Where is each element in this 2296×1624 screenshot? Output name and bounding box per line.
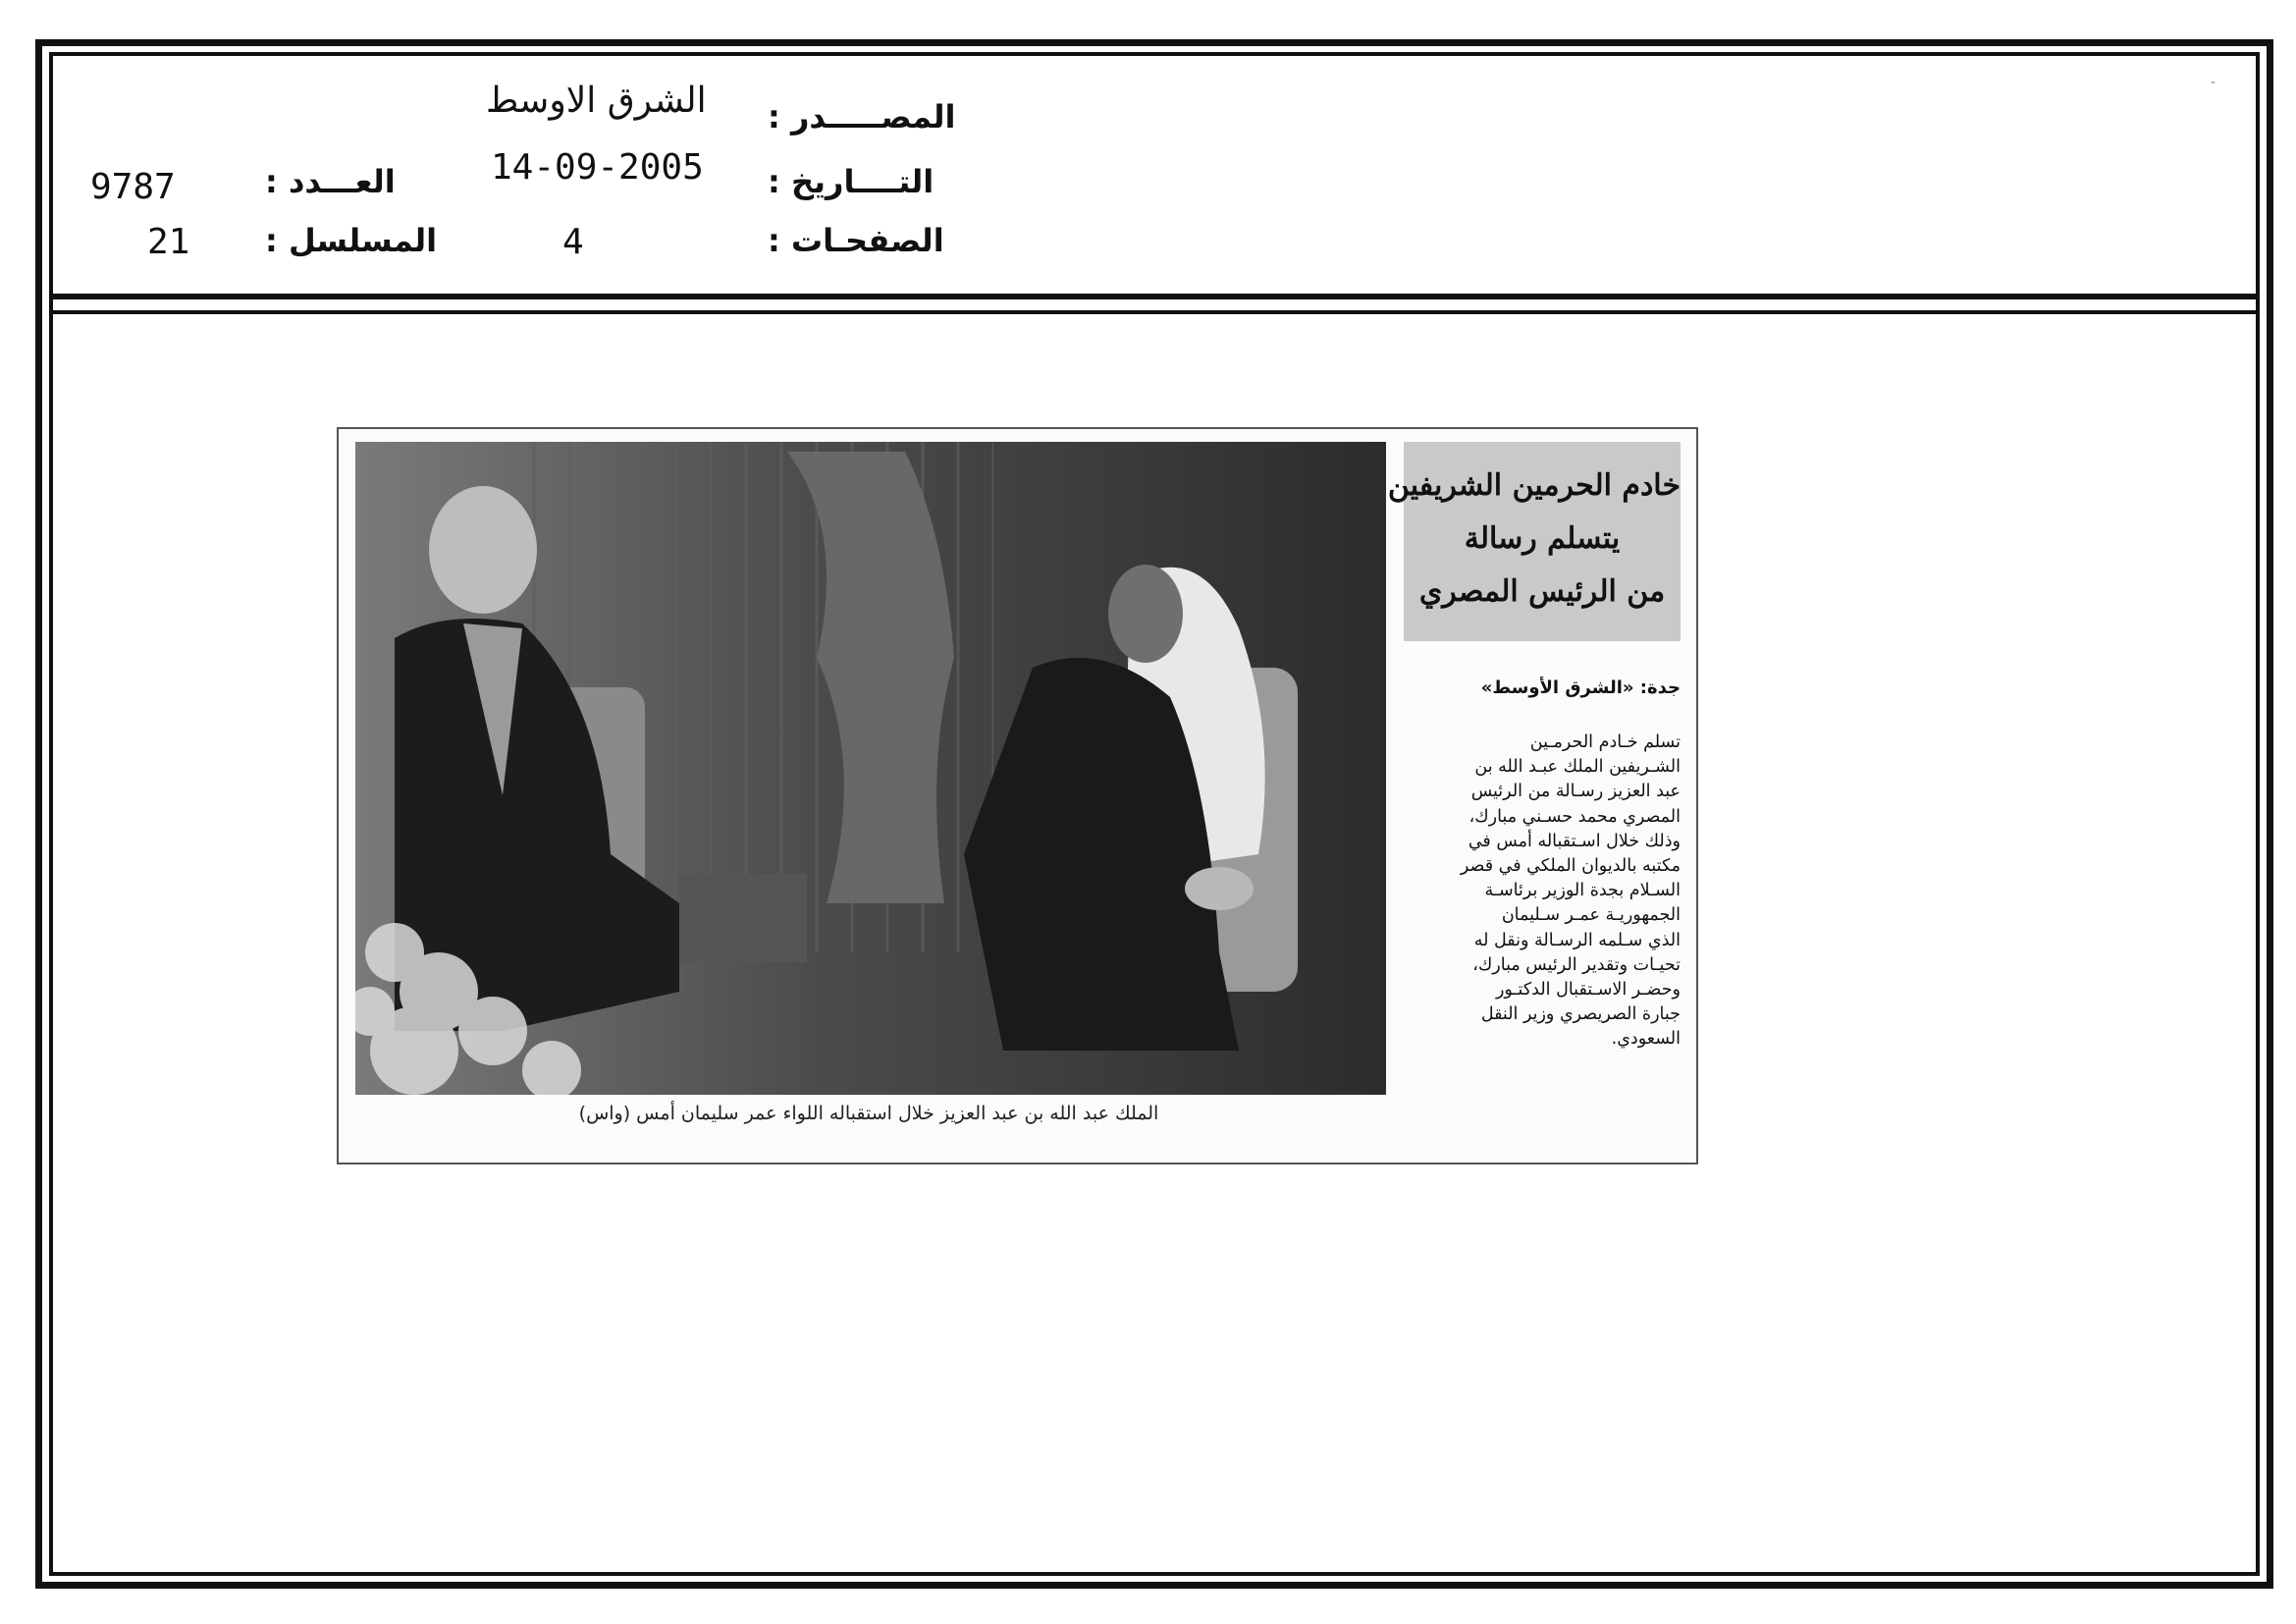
body-line: تحيـات وتقدير الرئيس مبارك، — [1472, 954, 1681, 975]
photo-illustration — [355, 442, 1386, 1095]
pages-label: الصفحـات : — [768, 222, 944, 259]
body-line: السعودي. — [1611, 1029, 1681, 1050]
body-line: وحضـر الاسـتقبال الدكتـور — [1495, 980, 1681, 1001]
headline-line: من الرئيس المصري — [1418, 574, 1666, 609]
source-label: المصـــــدر : — [768, 98, 956, 135]
body-line: الذي سـلمه الرسـالة ونقل له — [1473, 930, 1681, 950]
headline-box — [1387, 442, 1681, 641]
issue-value: 9787 — [90, 167, 176, 207]
headline-line: خادم الحرمين الشريفين — [1387, 468, 1681, 503]
date-label: التــــاريخ : — [768, 163, 934, 200]
pages-value: 4 — [562, 222, 584, 262]
body-line: عبد العزيز رسـالة من الرئيس — [1470, 782, 1681, 802]
body-line: الجمهوريـة عمـر سـليمان — [1501, 905, 1681, 926]
headline-line: يتسلم رسالة — [1464, 521, 1621, 556]
serial-value: 21 — [147, 222, 190, 262]
dateline: جدة: «الشرق الأوسط» — [1480, 677, 1681, 698]
scan-mark: - — [2211, 75, 2216, 90]
news-photo — [355, 442, 1386, 1095]
body-line: تسلم خـادم الحرمـين — [1529, 732, 1681, 752]
newspaper-clipping — [337, 427, 1698, 1164]
headline — [1387, 460, 1681, 619]
body-line: الشـريفين الملك عبـد الله بن — [1474, 757, 1681, 778]
header-divider-secondary — [49, 310, 2260, 314]
serial-label: المسلسل : — [265, 222, 438, 259]
issue-label: العـــدد : — [265, 163, 396, 200]
photo-caption: الملك عبد الله بن عبد العزيز خلال استقباله اللواء عمر سليمان أمس (واس) — [578, 1103, 1159, 1124]
date-value: 14-09-2005 — [491, 147, 704, 188]
source-value: الشرق الاوسط — [486, 81, 707, 121]
body-line: المصري محمد حسـني مبارك، — [1468, 806, 1681, 827]
body-line: السـلام بجدة الوزير برئاسـة — [1484, 881, 1681, 901]
header-divider — [49, 294, 2260, 299]
article-body — [1394, 731, 1681, 1053]
body-line: وذلك خلال اسـتقباله أمس في — [1468, 831, 1681, 851]
body-line: جبارة الصريصري وزير النقل — [1480, 1004, 1681, 1025]
body-line: مكتبه بالديوان الملكي في قصر — [1460, 856, 1681, 877]
